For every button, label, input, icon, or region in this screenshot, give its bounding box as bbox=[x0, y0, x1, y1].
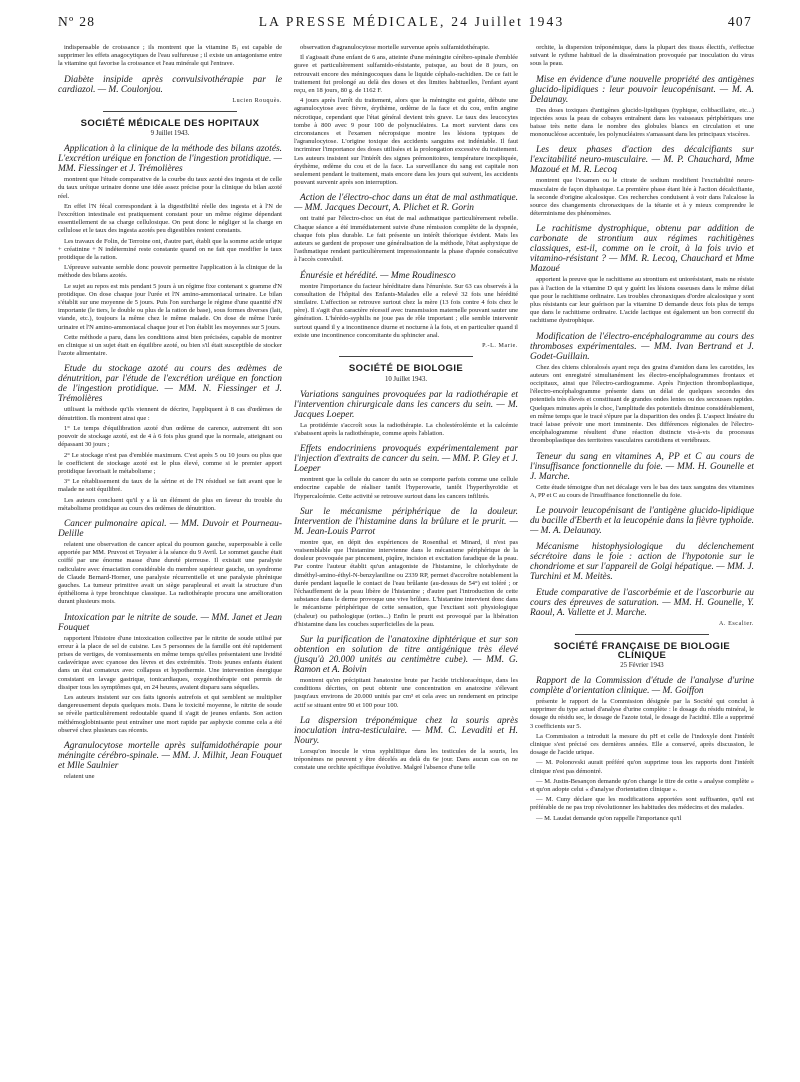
paragraph: ont traité par l'électro-choc un état de mal asthmatique particulièrement rebelle. Chaque séance a été immédiatement suivie d'une rémission complète de la dyspnée, chaque fois plus durable. Le fait présente un intérêt théorique évident. Mais les auteurs se gardent de proposer une généralisation de la méthode, l'état asphyxique de l'asthmatique rendant particulièrement impressionnante la phase d'apnée consécutive à l'accès convulsif. bbox=[294, 215, 518, 264]
article-title: Application à la clinique de la méthode des bilans azotés. L'excrétion uréique en fonction de l'ingestion protidique. — MM. Fiessinger et J. Trémolières bbox=[58, 144, 282, 175]
signature: Lucien Rouquès. bbox=[232, 97, 282, 104]
paragraph: montre l'importance du facteur héréditaire dans l'énurésie. Sur 63 cas observés à la consultation de l'hôpital des Enfants-Malades elle a relevé 32 fois une hérédité similaire. L'affection se retrouve surtout chez la mère (13 fois contre 4 fois chez le père). Il s'agit d'un caractère récessif avec transmission maternelle pouvant sauter une génération. L'hérédo-syphilis ne joue pas de rôle important ; elle semble intervenir surtout quand il y a incontinence diurne et nocturne à la fois, et en particulier quand il existe une incontinence concomitante du sphincter anal. bbox=[294, 282, 518, 339]
article-title: Intoxication par le nitrite de soude. — MM. Janet et Jean Fouquet bbox=[58, 612, 282, 633]
paragraph: L'épreuve suivante semble donc pouvoir permettre l'application à la clinique de la méthode des bilans azotés. bbox=[58, 264, 282, 280]
paragraph: rapportent l'histoire d'une intoxication collective par le nitrite de soude utilisé par erreur à la place de sel de cuisine. Les 5 personnes de la famille ont été rapidement prises de vertiges, de vomissements en même temps qu'elles présentaient une lividité cadavérique avec cyanose des lèvres et des extrémités. Trois jeunes enfants étaient dans un état comateux avec collapsus et hypothermie. Une intervention énergique consistant en lavage gastrique, tonicardiaques, oxygénothérapie ont permis de dissiper tous les symptômes qui, en 24 heures, avaient disparu sans séquelles. bbox=[58, 634, 282, 691]
paragraph: Des doses toxiques d'antigènes glucido-lipidiques (typhique, colibacillaire, etc...) injectées sous la peau de cobayes entraînent dans les vaisseaux périphériques une baisse très nette dans le nombre des globules blancs en circulation et une mononucléose accentuée, les polynucléaires s'amassant dans les principaux viscères. bbox=[530, 106, 754, 139]
page-header bbox=[58, 14, 752, 34]
paragraph: 4 jours après l'arrêt du traitement, alors que la méningite est guérie, débute une agranulocytose avec fièvre, érythème, œdème de la face et du cou, enfin angine nécrotique, cependant que l'état général devient très grave. Le taux des leucocytes tombe à 800 avec 9 pour 100 de polynucléaires. La mort survient dans ces circonstances et l'examen nécropsique montre les lésions typiques de l'agranulocytose. L'origine toxique des accidents sanguins est indéniable. Il faut incriminer l'importance des doses utilisées et la prolongation excessive du traitement. Les auteurs insistent sur l'intérêt des signes prémonitoires, température inexpliquée, érythème, œdème du cou et de la face. La surveillance du sang est capitale non seulement pendant le traitement, mais encore dans les jours qui suivent, les accidents pouvant survenir après son interruption. bbox=[294, 97, 518, 187]
section-date: 9 Juillet 1943. bbox=[150, 130, 190, 138]
paragraph: présente le rapport de la Commission désignée par la Société qui conclut à supprimer du type actuel d'analyse d'urine complète : le dosage du résidu minéral, le dosage du résidu sec, le dosage de l'azote total, le dosage de l'acidité. Elle a supprimé 3 coefficients sur 5. bbox=[530, 697, 754, 730]
page-number: 407 bbox=[727, 14, 752, 29]
paragraph: relatent une bbox=[64, 772, 95, 780]
paragraph: La protidémie s'accroît sous la radiothérapie. La cholestérolémie et la calcémie s'abaissent après la radiothérapie, comme après l'ablation. bbox=[294, 421, 518, 437]
paragraph: montrent que la cellule du cancer du sein se comporte parfois comme une cellule endocrine capable de réaliser tantôt l'hyperovarie, tantôt l'hyperthyroïdie et l'hypercalcémie. Cette activité se retrouve surtout dans les cancers infiltrés. bbox=[294, 476, 518, 500]
section-heading: SOCIÉTÉ MÉDICALE DES HOPITAUX bbox=[80, 117, 260, 129]
paragraph: Les travaux de Folin, de Terroine ont, d'autre part, établi que la somme acide urique + créatinine + N indéterminé reste constante quand on ne fait que modifier le taux protidique de la ration. bbox=[58, 237, 282, 262]
article-title: Mise en évidence d'une nouvelle propriété des antigènes glucido-lipidiques : leur pouvoir leucopénisant. — M. A. Delaunay. bbox=[530, 74, 754, 105]
article-title: Action de l'électro-choc dans un état de mal asthmatique. — MM. Jacques Decourt, A. Plichet et R. Gorin bbox=[294, 193, 518, 214]
paragraph: 1° Le temps d'équilibration azoté d'un œdème de carence, autrement dit son pouvoir de stockage azoté, est de 4 à 6 fois plus grand que la normale, atteignant ou dépassant 30 jours ; bbox=[58, 424, 282, 449]
paragraph: Il s'agissait d'une enfant de 6 ans, atteinte d'une méningite cérébro-spinale d'emblée grave et particulièrement sulfamido-résistante, puisque, au bout de 8 jours, on retrouvait encore des méningocoques dans le liquide céphalo-rachidien. De ce fait le traitement fut prolongé au delà des doses et des limites habituelles, l'enfant ayant reçu, en 18 jours, 80 g. de 1162 F. bbox=[294, 54, 518, 95]
article-title: Le pouvoir leucopénisant de l'antigène glucido-lipidique du bacille d'Eberth et la leucopénie dans la fièvre typhoïde. — M. A. Delaunay. bbox=[530, 506, 754, 537]
article-title: Modification de l'électro-encéphalogramme au cours des thromboses expérimentales. — MM. Ivan Bertrand et J. Godet-Guillain. bbox=[530, 331, 754, 362]
article-title: Etude du stockage azoté au cours des œdèmes de dénutrition, par l'étude de l'excrétion uréique en fonction de l'ingestion protidique. — MM. N. Fiessinger et J. Trémolières bbox=[58, 364, 282, 405]
paragraph: Chez des chiens chloralosés ayant reçu des grains d'amidon dans les carotides, les auteurs ont enregistré simultanément les électro-encéphalogrammes frontaux et occipitaux, ainsi que l'électro-cardiogramme. Après l'injection thromboplastique, l'électro-encéphalogramme présente dans un délai de quelques secondes des potentiels très élevés et constituant de grandes ondes lentes ou des secousses rapides. Quelques minutes après le choc, l'amplitude des potentiels diminue considérablement, en même temps que le tracé s'épure par la disparition des ondes β. L'aspect linéaire du tracé laisse prévoir une mort imminente. Des différences régionales de l'électro-encéphalogramme résultent d'une réaction distincte vis-à-vis du processus thromboplastique des territoires vasculaires carotidiens et vertébraux. bbox=[530, 363, 754, 445]
paragraph: 3° Le rétablissement du taux de la sérine et de l'N résiduel se fait avant que le malade ne soit équilibré. bbox=[58, 478, 282, 494]
paragraph: indispensable de croissance ; ils montrent que la vitamine B₁ est capable de supprimer les effets anagocytiques de l'eau sulfureuse ; il existe un antagonisme entre la vitamine qui favorise la croissance et l'eau minérale qui l'entrave. bbox=[58, 44, 282, 68]
journal-title: LA PRESSE MÉDICALE, 24 Juillet 1943 bbox=[258, 14, 565, 29]
paragraph: — M. Justin-Besançon demande qu'on change le titre de cette « analyse complète » et qu'on adopte celui « d'analyse d'orientation clinique ». bbox=[530, 777, 754, 793]
paragraph: montrent que l'examen ou le citrate de sodium modifient l'excitabilité neuro-musculaire de façon diphasique. La première phase étant liée à l'action décalcifiante, la seconde d'origine alcalosique. Ces recherches conduisent à voir dans l'alcalose la source des changements chronaxiques de la tétanie et à y mieux comprendre le déterminisme des phénomènes. bbox=[530, 177, 754, 218]
article-columns bbox=[58, 44, 754, 1074]
paragraph: utilisant la méthode qu'ils viennent de décrire, l'appliquent à 8 cas d'œdèmes de dénutrition. Ils montrent ainsi que : bbox=[58, 406, 282, 422]
paragraph: Cette méthode a paru, dans les conditions ainsi bien précisées, capable de montrer en clinique si un sujet était en équilibre azoté, ou bien s'il était susceptible de stocker l'azote alimentaire. bbox=[58, 333, 282, 358]
paragraph: En effet l'N fécal correspondant à la digestibilité réelle des ingesta et à l'N de l'excrétion intestinale est pratiquement constant pour un même régime dépendant essentiellement de sa charge cellulosique. On peut donc le négliger si la charge en cellulose et le taux des ingesta azotés peu digestibles restent constants. bbox=[58, 202, 282, 235]
column-2 bbox=[294, 44, 518, 1074]
article-title: Cancer pulmonaire apical. — MM. Duvoir et Pourneau-Delille bbox=[58, 518, 282, 539]
paragraph: Les auteurs concluent qu'il y a là un élément de plus en faveur du trouble du métabolisme protidique au cours des œdèmes de dénutrition. bbox=[58, 496, 282, 512]
article-title: Diabète insipide après convulsivothérapie par le cardiazol. — M. Coulonjou. bbox=[58, 74, 282, 95]
paragraph: apportent la preuve que le rachitisme au strontium est uniorésistant, mais ne résiste pas à l'action de la vitamine D qui y guérit les lésions osseuses dans le même délai que pour le rachitisme ordinaire. Les troubles chronaxiques d'ordre alcalosique y sont plus résistants car leur guérison par la vitamine D demande deux fois plus de temps que dans le rachitisme ordinaire. L'acide lactique est également un bon correctif du rachitisme dystrophique. bbox=[530, 276, 754, 325]
paragraph: Cette étude témoigne d'un net décalage vers le bas des taux sanguins des vitamines A, PP et C au cours de l'insuffisance fonctionnelle du foie. bbox=[530, 483, 754, 499]
paragraph: — M. Laudat demande qu'on rappelle l'importance qu'il bbox=[536, 814, 682, 822]
column-1 bbox=[58, 44, 282, 1074]
paragraph: — M. Polonovski aurait préféré qu'on supprime tous les rapports dont l'intérêt clinique n'est pas démontré. bbox=[530, 759, 754, 775]
article-title: Agranulocytose mortelle après sulfamidothérapie pour méningite cérébro-spinale. — MM. J. Milhit, Jean Fouquet et Mlle Saulnier bbox=[58, 740, 282, 771]
signature: A. Escalier. bbox=[718, 621, 754, 628]
article-title: Le rachitisme dystrophique, obtenu par addition de carbonate de strontium aux régimes rachitigènes classiques, est-il, comme on le croit, à la fois uvio et vitamino-résistant ? — MM. R. Lecoq, Chauchard et Mme Mazoué bbox=[530, 224, 754, 275]
article-title: Rapport de la Commission d'étude de l'analyse d'urine complète d'orientation clinique. — M. Goiffon bbox=[530, 675, 754, 696]
article-title: Effets endocriniens provoqués expérimentalement par l'injection d'extraits de cancer du sein. — MM. P. Gley et J. Loeper bbox=[294, 444, 518, 475]
section-date: 10 Juillet 1943. bbox=[384, 375, 428, 383]
paragraph: relatent une observation de cancer apical du poumon gauche, superposable à celle apportée par MM. Pruvost et Teyssier à la séance du 9 Avril. Le sommet gauche était coiffé par une énorme masse d'une dureté pierreuse. Il existait une paralysie radiculaire avec émaciation considérable du membre supérieur gauche, un syndrome de Claude Bernard-Horner, une paralysie récurrentielle et une paralysie phrénique gauches. La tumeur primitive avait un siège parapleural et avait la structure d'un épithélioma à type bronchique classique. La radiothérapie procura une amélioration durant plusieurs mois. bbox=[58, 540, 282, 606]
paragraph: montre que, en dépit des expériences de Rosenthal et Minard, il n'est pas vraisemblable que l'histamine intervienne dans le mécanisme périphérique de la douleur provoquée par pincement, piqûre, incision et excitation faradique de la peau. Par contre l'auteur établit qu'un antagoniste de l'histamine, le chlorhydrate de diméthyl-amino-éthyl-N-benzylaniline ou 2339 RP, permet d'accroître notablement la durée pendant laquelle le contact de l'eau brûlante (au-dessus de 54°) est toléré ; or l'échauffement de la peau libère de l'histamine ; d'autre part l'introduction de cette substance dans le derme provoque une vive brûlure. L'histamine intervient donc dans le mécanisme périphérique de cette sensation, que l'excitant soit physiologique (chaleur) ou pathologique (orties...) Enfin le prurit est provoqué par la libération d'histamine dans les couches superficielles de la peau. bbox=[294, 538, 518, 628]
paragraph: La Commission a introduit la mesure du pH et celle de l'indoxyle dont l'intérêt clinique s'est précisé ces dernières années. Elle a conservé, après discussion, le dosage de l'acide urique. bbox=[530, 732, 754, 757]
paragraph: orchite, la dispersion tréponémique, dans la plupart des tissus électifs, s'effectue suivant le rythme habituel de la dissémination provoquée par inoculation du virus sous la peau. bbox=[530, 44, 754, 68]
paragraph: 2° Le stockage n'est pas d'emblée maximum. C'est après 5 ou 10 jours ou plus que le coefficient de stockage azoté est le plus élevé, comme si le premier apport protidique favorisait le métabolisme ; bbox=[58, 451, 282, 475]
section-date: 25 Février 1943 bbox=[620, 661, 664, 669]
article-title: Etude comparative de l'ascorbémie et de l'ascorburie au cours des épreuves de saturation. — MM. H. Gounelle, Y. Raoul, A. Vallette et J. Marche. bbox=[530, 588, 754, 619]
divider bbox=[575, 634, 709, 635]
section-heading: SOCIÉTÉ FRANÇAISE DE BIOLOGIE CLINIQUE bbox=[553, 641, 731, 661]
article-title: Sur la purification de l'anatoxine diphtérique et sur son obtention en solution de titre antigénique très élevé (jusqu'à 20.000 unités au centimètre cube). — MM. G. Ramon et A. Boivin bbox=[294, 634, 518, 675]
article-title: Teneur du sang en vitamines A, PP et C au cours de l'insuffisance fonctionnelle du foie. — MM. H. Gounelle et J. Marche. bbox=[530, 451, 754, 482]
paragraph: Le sujet au repos est mis pendant 5 jours à un régime fixe contenant x gramme d'N protidique. On dose chaque jour l'urée et l'N amino-ammoniacal urinaire. Le bilan s'établit sur une moyenne de 5 jours. Puis l'on surcharge le régime d'une quantité d'N importante (le tiers, le double ou plus de la ration de base), sous formes diverses (lait, viande, etc.), toujours la même chez le même malade. On dose de même l'urée urinaire et l'N amino-ammoniacal chaque jour et l'on établit les moyennes sur 5 jours. bbox=[58, 282, 282, 331]
article-title: Énurésie et hérédité. — Mme Roudinesco bbox=[300, 270, 456, 281]
paragraph: observation d'agranulocytose mortelle survenue après sulfamidothérapie. bbox=[300, 44, 490, 51]
article-title: Mécanisme histophysiologique du déclenchement sécrétoire dans le foie : action de l'hypotonie sur le chondriome et sur l'appareil de Golgi hépatique. — MM. J. Turchini et M. Meitès. bbox=[530, 542, 754, 583]
article-title: Les deux phases d'action des décalcifiants sur l'excitabilité neuro-musculaire. — M. P. Chauchard, Mme Mazoué et M. R. Lecoq bbox=[530, 145, 754, 176]
issue-number: Nº 28 bbox=[58, 14, 96, 29]
paragraph: montrent que l'étude comparative de la courbe du taux azoté des ingesta et de celle du taux uréique urinaire donne une idée assez précise pour la clinique du bilan azoté réel. bbox=[58, 176, 282, 200]
article-title: Sur le mécanisme périphérique de la douleur. Intervention de l'histamine dans la brûlure et le prurit. — M. Jean-Louis Parrot bbox=[294, 506, 518, 537]
column-3 bbox=[530, 44, 754, 1074]
paragraph: Les auteurs insistent sur ces faits ignorés autrefois et qui semblent se multiplier dangereusement depuis quelques mois. Dans le toxicité moyenne, le nitrite de soude se révèle particulièrement redoutable quand il s'agit de jeunes enfants. Son action méthémoglobinisante peut entraîner une mort rapide par asphyxie comme cela a été observé chez plusieurs cas récents. bbox=[58, 693, 282, 734]
article-title: La dispersion tréponémique chez la souris après inoculation intra-testiculaire. — MM. C. Levaditi et H. Noury. bbox=[294, 715, 518, 746]
signature: P.-L. Marie. bbox=[482, 343, 518, 350]
paragraph: — M. Cuny déclare que les modifications apportées sont suffisantes, qu'il est préférable de ne pas trop révolutionner les habitudes des médecins et des malades. bbox=[530, 796, 754, 812]
paragraph: montrent qu'en précipitant l'anatoxine brute par l'acide trichloracétique, dans les conditions décrites, on peut obtenir une concentration en anatoxine s'élevant jusqu'aux environs de 20.000 unités par cm³ et cela avec un rendement en principe actif se situant entre 90 et 100 pour 100. bbox=[294, 676, 518, 709]
section-heading: SOCIÉTÉ DE BIOLOGIE bbox=[348, 363, 464, 375]
divider bbox=[339, 356, 473, 357]
article-title: Variations sanguines provoquées par la radiothérapie et l'intervention chirurgicale dans les cancers du sein. — M. Jacques Loeper. bbox=[294, 389, 518, 420]
paragraph: Lorsqu'on inocule le virus syphilitique dans les testicules de la souris, les tréponèmes ne peuvent y être décelés au delà du 6e jour. Dans aucun cas on ne constate une orchite spécifique évolutive. Malgré l'absence d'une telle bbox=[294, 747, 518, 772]
divider bbox=[103, 111, 237, 112]
